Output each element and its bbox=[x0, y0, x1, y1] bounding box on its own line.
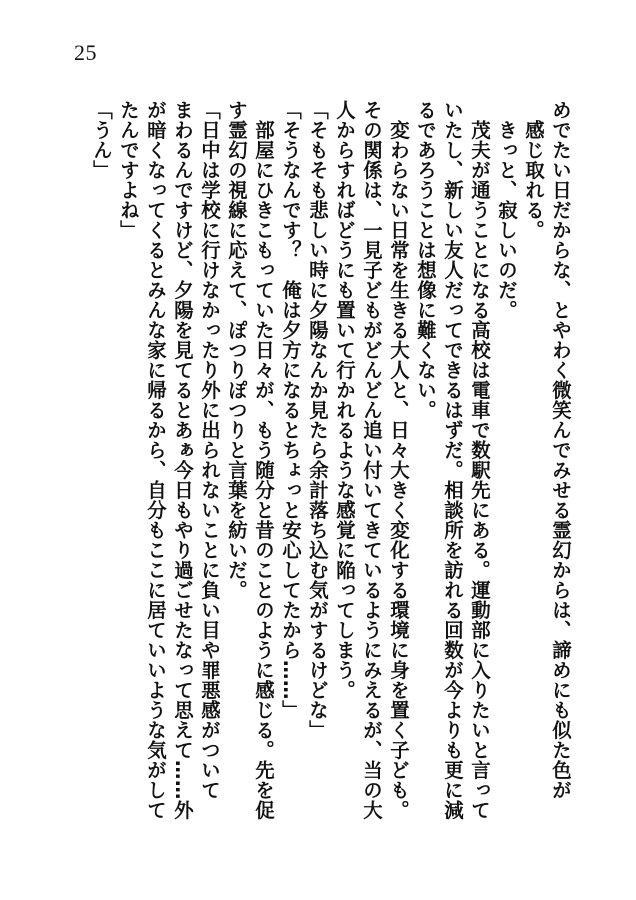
text-line: いたし、新しい友人だってできるはずだ。相談所を訪れる回数が今よりも更に減 bbox=[441, 100, 464, 820]
text-line: 「そうなんです？ 俺は夕方になるとちょっと安心してたから……」 bbox=[279, 100, 302, 720]
text-line: 感じ取れる。 bbox=[522, 120, 545, 241]
text-line: 「日中は学校に行けなかったり外に出られないことに負い目や罪悪感がついて bbox=[198, 100, 221, 800]
text-line: 「うん」 bbox=[90, 100, 113, 180]
text-line: 変わらない日常を生きる大人と、日々大きく変化する環境に身を置く子ども。 bbox=[387, 120, 410, 821]
text-line: が暗くなってくるとみんな家に帰るから、自分もここに居ていいような気がして bbox=[144, 100, 167, 820]
text-line: その関係は、一見子どもがどんどん追い付いてきているようにみえるが、当の大 bbox=[360, 100, 383, 820]
text-line: 人からすればどうにも置いて行かれるような感覚に陥ってしまう。 bbox=[333, 100, 356, 700]
text-line: めでたい日だからな、とやわく微笑んでみせる霊幻からは、諦めにも似た色が bbox=[549, 100, 572, 800]
text-line: 部屋にひきこもっていた日々が、もう随分と昔のことのように感じる。先を促 bbox=[252, 120, 275, 821]
text-line: るであろうことは想像に難くない。 bbox=[414, 100, 437, 420]
text-line: 「そもそも悲しい時に夕陽なんか見たら余計落ち込む気がするけどな」 bbox=[306, 100, 329, 740]
page-number: 25 bbox=[74, 40, 97, 65]
text-line: まわるんですけど、夕陽を見てるとあぁ今日もやり過ごせたなって思えて……外 bbox=[171, 100, 194, 820]
text-line: す霊幻の視線に応えて、ぽつりぽつりと言葉を紡いだ。 bbox=[225, 100, 248, 600]
text-line: 茂夫が通うことになる高校は電車で数駅先にある。運動部に入りたいと言って bbox=[468, 120, 491, 821]
text-line: たんですよね」 bbox=[117, 100, 140, 240]
vertical-text-body bbox=[88, 100, 574, 870]
text-line: きっと、寂しいのだ。 bbox=[495, 120, 518, 321]
